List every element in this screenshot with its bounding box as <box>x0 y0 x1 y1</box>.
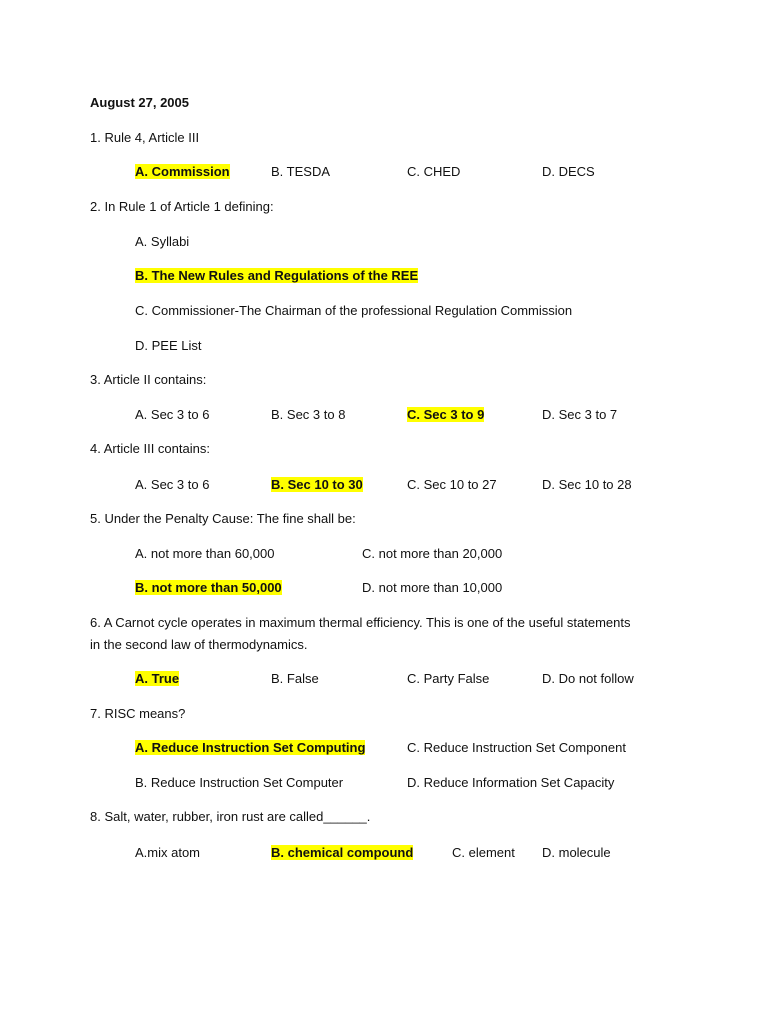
q1-option-c: C. CHED <box>407 164 461 179</box>
q6-option-a-answer: A. True <box>135 671 180 686</box>
document-date: August 27, 2005 <box>90 95 189 110</box>
q8-option-a: A.mix atom <box>135 845 201 860</box>
q8-option-c: C. element <box>452 845 515 860</box>
q8-option-d: D. molecule <box>542 845 611 860</box>
q2-option-d: D. PEE List <box>135 338 202 353</box>
q4-option-b-answer: B. Sec 10 to 30 <box>271 477 363 492</box>
q7-option-d: D. Reduce Information Set Capacity <box>407 775 615 790</box>
q3-option-a: A. Sec 3 to 6 <box>135 407 210 422</box>
q5-option-c: C. not more than 20,000 <box>362 546 503 561</box>
q6-option-c: C. Party False <box>407 671 490 686</box>
q2-option-b-answer: B. The New Rules and Regulations of the REE <box>135 268 419 283</box>
q2-option-a: A. Syllabi <box>135 234 190 249</box>
q2-option-c: C. Commissioner-The Chairman of the professional Regulation Commission <box>135 303 573 318</box>
q7-option-a-answer: A. Reduce Instruction Set Computing <box>135 740 366 755</box>
q6-option-b: B. False <box>271 671 319 686</box>
q7-option-b: B. Reduce Instruction Set Computer <box>135 775 344 790</box>
q3-option-c-answer: C. Sec 3 to 9 <box>407 407 485 422</box>
q5-option-a: A. not more than 60,000 <box>135 546 275 561</box>
q1-option-d: D. DECS <box>542 164 595 179</box>
q1-option-b: B. TESDA <box>271 164 331 179</box>
question-4-text: 4. Article III contains: <box>90 441 210 456</box>
q3-option-b: B. Sec 3 to 8 <box>271 407 346 422</box>
q4-option-d: D. Sec 10 to 28 <box>542 477 632 492</box>
q3-option-d: D. Sec 3 to 7 <box>542 407 618 422</box>
question-1-text: 1. Rule 4, Article III <box>90 130 200 145</box>
q1-option-a-answer: A. Commission <box>135 164 230 179</box>
question-3-text: 3. Article II contains: <box>90 372 207 387</box>
q7-option-c: C. Reduce Instruction Set Component <box>407 740 626 755</box>
question-5-text: 5. Under the Penalty Cause: The fine shall be: <box>90 511 356 526</box>
q6-option-d: D. Do not follow <box>542 671 634 686</box>
q4-option-a: A. Sec 3 to 6 <box>135 477 210 492</box>
question-6-text-line2: in the second law of thermodynamics. <box>90 637 308 652</box>
question-6-text-line1: 6. A Carnot cycle operates in maximum thermal efficiency. This is one of the useful statements <box>90 615 631 630</box>
q5-option-b-answer: B. not more than 50,000 <box>135 580 282 595</box>
q8-option-b-answer: B. chemical compound <box>271 845 414 860</box>
q5-option-d: D. not more than 10,000 <box>362 580 503 595</box>
q4-option-c: C. Sec 10 to 27 <box>407 477 497 492</box>
question-8-text: 8. Salt, water, rubber, iron rust are called______. <box>90 809 371 824</box>
question-7-text: 7. RISC means? <box>90 706 186 721</box>
question-2-text: 2. In Rule 1 of Article 1 defining: <box>90 199 274 214</box>
